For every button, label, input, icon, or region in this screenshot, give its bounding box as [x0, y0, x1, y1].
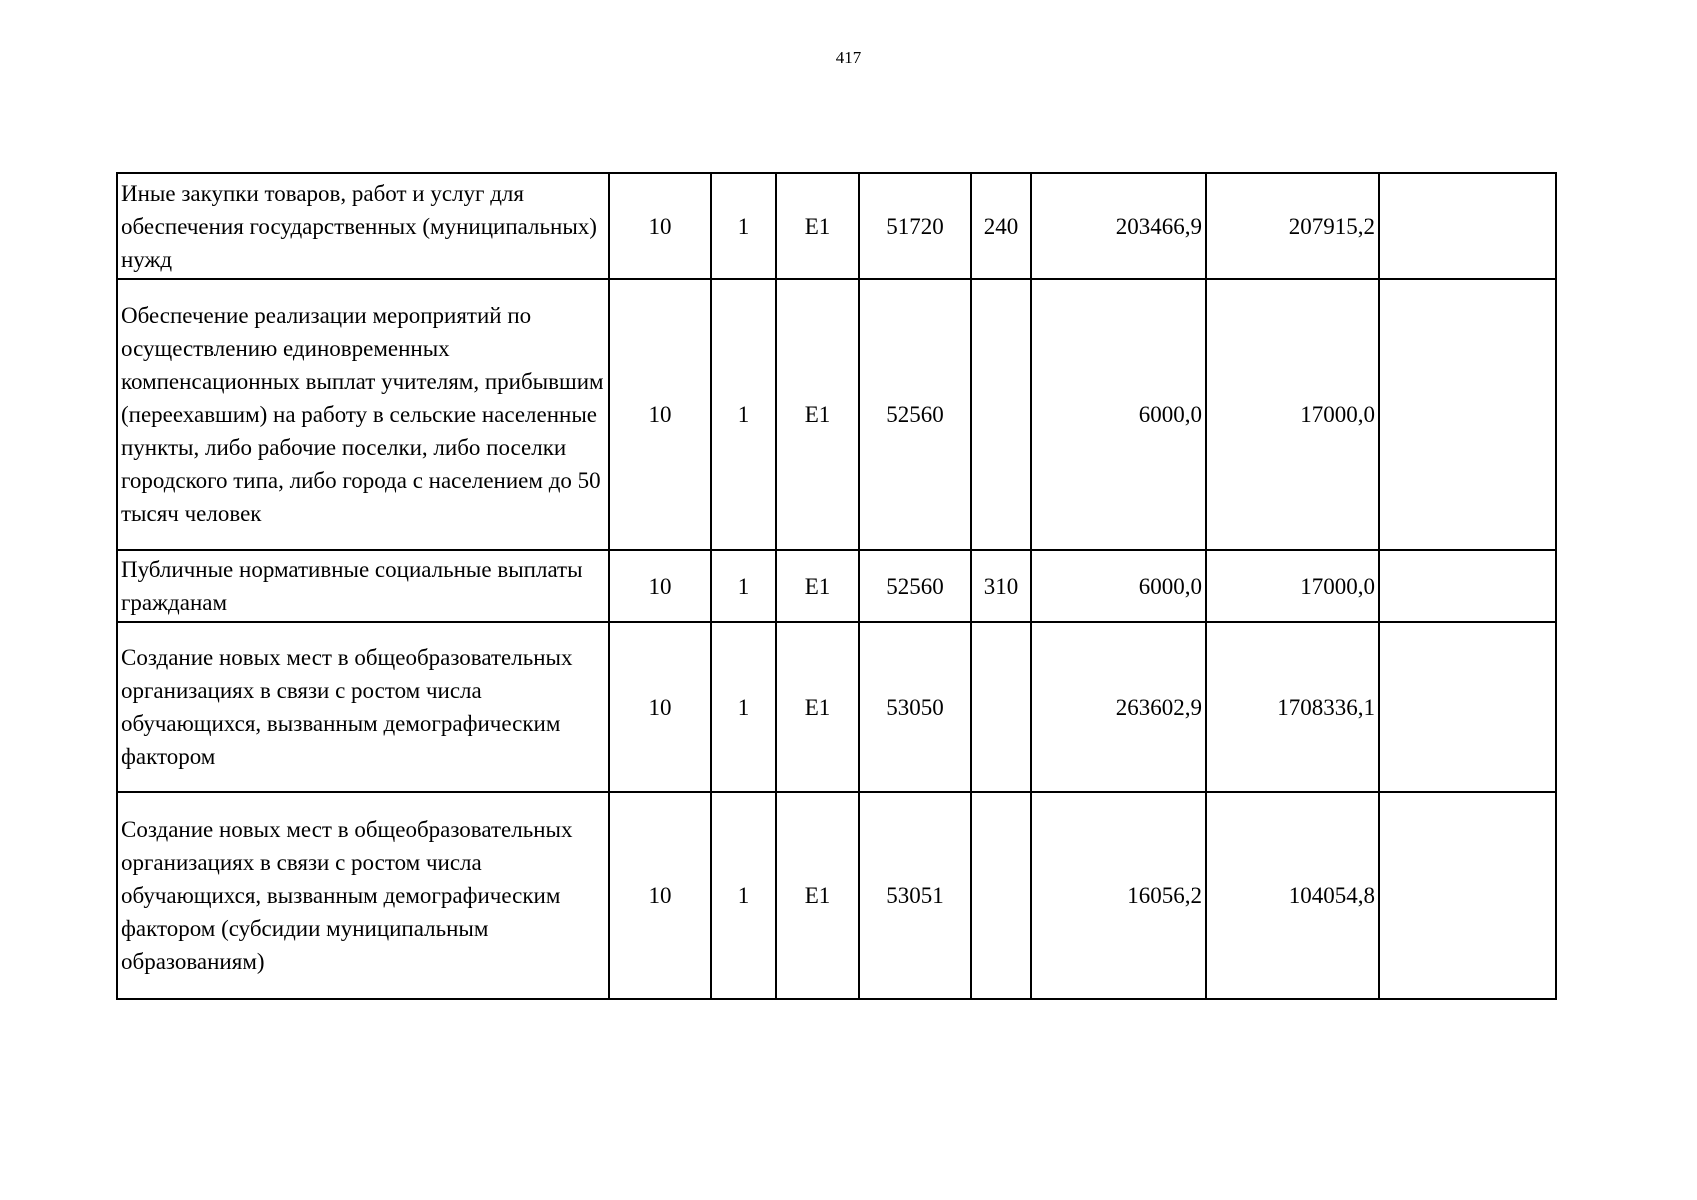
amount-2-cell: 104054,8: [1206, 792, 1379, 999]
amount-1-cell: 6000,0: [1031, 550, 1206, 622]
program-cell: E1: [776, 173, 859, 279]
amount-2-cell: 17000,0: [1206, 550, 1379, 622]
expense-type-cell: [971, 622, 1031, 792]
row-description: Создание новых мест в общеобразовательных организациях в связи с ростом числа обучающихся, вызванным демографическим фактором: [117, 622, 609, 792]
row-description: Обеспечение реализации мероприятий по осуществлению единовременных компенсационных выплат учителям, прибывшим (переехавшим) на работу в сельские населенные пункты, либо рабочие поселки, либо поселки городского типа, либо города с населением до 50 тысяч человек: [117, 279, 609, 550]
program-cell: E1: [776, 279, 859, 550]
amount-2-cell: 1708336,1: [1206, 622, 1379, 792]
table-row: [117, 550, 1556, 622]
code-cell: 51720: [859, 173, 971, 279]
section-cell: 10: [609, 792, 711, 999]
subsection-cell: 1: [711, 550, 776, 622]
subsection-cell: 1: [711, 792, 776, 999]
code-cell: 53050: [859, 622, 971, 792]
amount-1-cell: 16056,2: [1031, 792, 1206, 999]
section-cell: 10: [609, 279, 711, 550]
program-cell: E1: [776, 792, 859, 999]
amount-2-cell: 17000,0: [1206, 279, 1379, 550]
section-cell: 10: [609, 550, 711, 622]
amount-3-cell: [1379, 173, 1556, 279]
row-description: Создание новых мест в общеобразовательных организациях в связи с ростом числа обучающихся, вызванным демографическим фактором (субсидии муниципальным образованиям): [117, 792, 609, 999]
code-cell: 52560: [859, 550, 971, 622]
expense-type-cell: 310: [971, 550, 1031, 622]
expense-type-cell: [971, 279, 1031, 550]
amount-1-cell: 263602,9: [1031, 622, 1206, 792]
program-cell: E1: [776, 550, 859, 622]
subsection-cell: 1: [711, 622, 776, 792]
code-cell: 52560: [859, 279, 971, 550]
amount-3-cell: [1379, 622, 1556, 792]
program-cell: E1: [776, 622, 859, 792]
row-description: Публичные нормативные социальные выплаты гражданам: [117, 550, 609, 622]
table-row: [117, 792, 1556, 999]
amount-3-cell: [1379, 279, 1556, 550]
table-row: [117, 279, 1556, 550]
amount-2-cell: 207915,2: [1206, 173, 1379, 279]
table-row: [117, 173, 1556, 279]
page-number: 417: [835, 48, 862, 67]
amount-3-cell: [1379, 792, 1556, 999]
section-cell: 10: [609, 622, 711, 792]
table-row: [117, 622, 1556, 792]
expense-type-cell: [971, 792, 1031, 999]
row-description: Иные закупки товаров, работ и услуг для обеспечения государственных (муниципальных) нужд: [117, 173, 609, 279]
code-cell: 53051: [859, 792, 971, 999]
subsection-cell: 1: [711, 279, 776, 550]
amount-1-cell: 6000,0: [1031, 279, 1206, 550]
subsection-cell: 1: [711, 173, 776, 279]
amount-3-cell: [1379, 550, 1556, 622]
budget-table: [116, 172, 1557, 1000]
amount-1-cell: 203466,9: [1031, 173, 1206, 279]
section-cell: 10: [609, 173, 711, 279]
expense-type-cell: 240: [971, 173, 1031, 279]
